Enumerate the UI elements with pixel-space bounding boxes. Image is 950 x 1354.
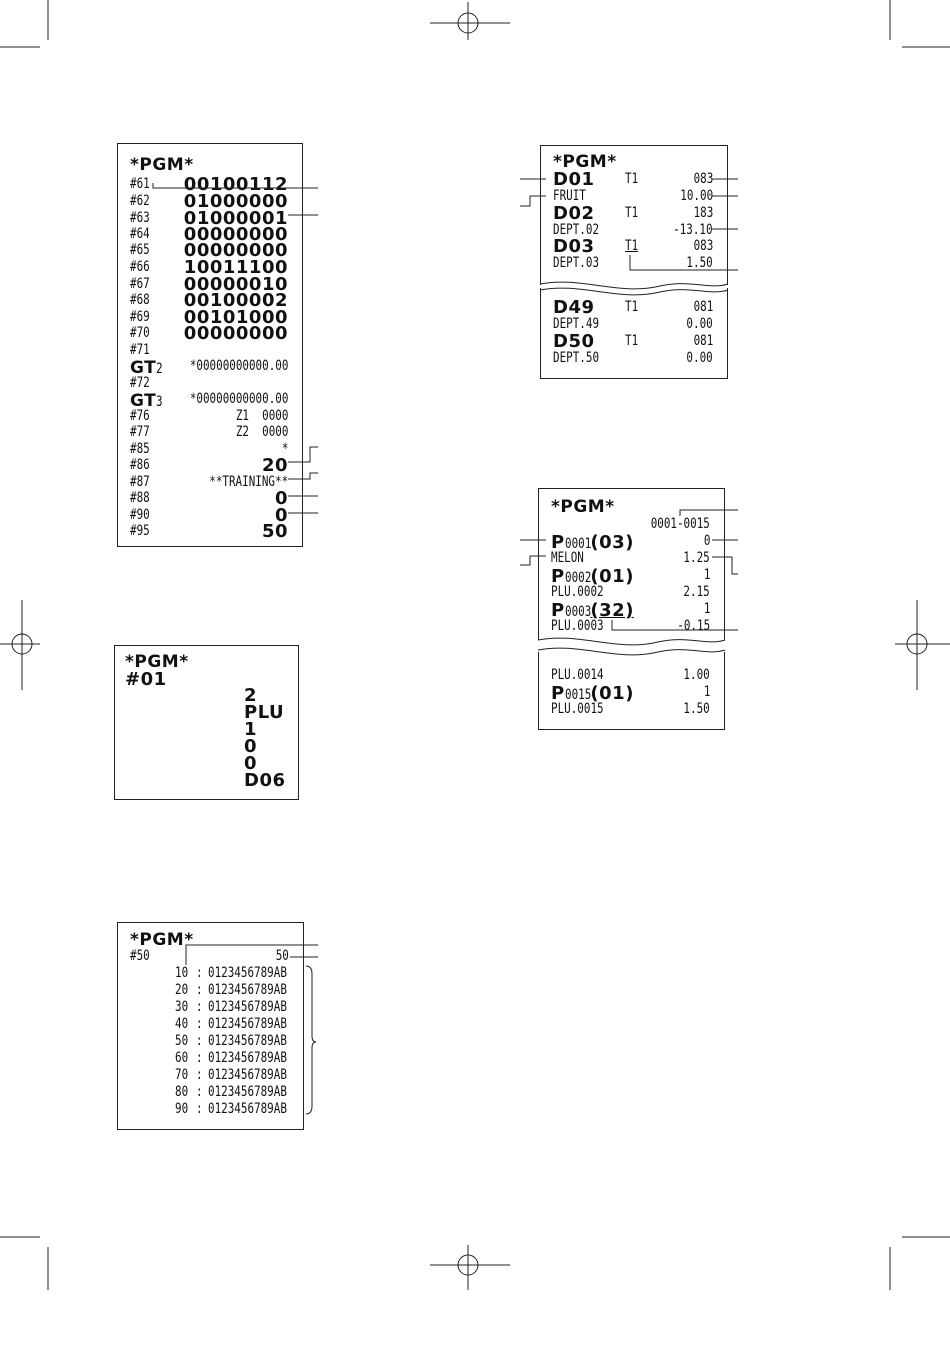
- plu-code: 0015: [564, 687, 592, 703]
- plu-name: MELON: [551, 550, 584, 566]
- tax-status: T1: [625, 238, 639, 254]
- dept-code: D49: [553, 297, 595, 318]
- separator: :: [196, 1084, 203, 1100]
- tax-status: T1: [625, 171, 639, 187]
- receipt-header: *PGM*: [130, 930, 194, 950]
- code-label: #72: [130, 375, 150, 391]
- value: 0: [274, 488, 288, 509]
- value: -0.15: [677, 618, 710, 634]
- dept-name: FRUIT: [553, 188, 586, 204]
- code-label: #69: [130, 309, 150, 325]
- code-suffix: 2: [156, 361, 163, 377]
- value: 183: [693, 205, 713, 221]
- dept-code: D02: [553, 203, 595, 224]
- code-label: GT: [130, 391, 157, 411]
- dept-name: DEPT.49: [553, 316, 600, 332]
- value: **TRAINING**: [209, 474, 288, 490]
- code-label: #90: [130, 507, 150, 523]
- plu-code: 0002: [564, 570, 592, 586]
- code-label: #88: [130, 490, 150, 506]
- separator: :: [196, 982, 203, 998]
- code-label: #71: [130, 342, 150, 358]
- plu-dept: (32): [590, 600, 634, 621]
- value: 00000000: [183, 240, 288, 261]
- value: Z1 0000: [235, 408, 288, 424]
- code-label: #86: [130, 457, 150, 473]
- line-number: 70: [175, 1067, 189, 1083]
- code-label: #50: [130, 948, 150, 964]
- line-number: 30: [175, 999, 189, 1015]
- line-text: 0123456789AB: [208, 999, 287, 1015]
- line-number: 80: [175, 1084, 189, 1100]
- code-label: #65: [130, 242, 150, 258]
- value: 0.00: [686, 350, 713, 366]
- separator: :: [196, 1067, 203, 1083]
- value: 00101000: [183, 307, 288, 328]
- value: 1.00: [683, 667, 710, 683]
- value: 1: [703, 567, 710, 583]
- code-label: #70: [130, 325, 150, 341]
- setting-value: PLU: [244, 702, 285, 723]
- value: 1: [703, 601, 710, 617]
- separator: :: [196, 1033, 203, 1049]
- plu-range: 0001-0015: [650, 516, 710, 532]
- code-label: #01: [125, 669, 167, 690]
- separator: :: [196, 999, 203, 1015]
- value: -13.10: [673, 222, 713, 238]
- value: 1: [703, 684, 710, 700]
- setting-value: 0: [244, 736, 258, 757]
- line-text: 0123456789AB: [208, 1050, 287, 1066]
- dept-code: D03: [553, 236, 595, 257]
- plu-prefix: P: [551, 532, 565, 553]
- setting-value: 2: [244, 685, 258, 706]
- plu-name: PLU.0015: [551, 701, 604, 717]
- code-label: #95: [130, 523, 150, 539]
- line-text: 0123456789AB: [208, 982, 287, 998]
- code-label: #67: [130, 276, 150, 292]
- line-number: 90: [175, 1101, 189, 1117]
- value: 1.50: [686, 255, 713, 271]
- value: 00000010: [183, 274, 288, 295]
- code-label: #63: [130, 210, 150, 226]
- line-text: 0123456789AB: [208, 1067, 287, 1083]
- value: 1.50: [683, 701, 710, 717]
- value: 00100002: [183, 290, 288, 311]
- plu-name: PLU.0002: [551, 584, 604, 600]
- code-label: #77: [130, 424, 150, 440]
- value: 10011100: [183, 257, 288, 278]
- value: 0: [703, 533, 710, 549]
- code-label: #85: [130, 441, 150, 457]
- line-number: 60: [175, 1050, 189, 1066]
- dept-name: DEPT.03: [553, 255, 600, 271]
- value: 083: [693, 171, 713, 187]
- receipt-header: *PGM*: [130, 155, 194, 175]
- line-number: 50: [175, 1033, 189, 1049]
- line-text: 0123456789AB: [208, 1084, 287, 1100]
- value: 081: [693, 333, 713, 349]
- plu-prefix: P: [551, 600, 565, 621]
- value: 00000000: [183, 323, 288, 344]
- plu-code: 0001: [564, 536, 592, 552]
- value: *: [281, 441, 288, 457]
- value: Z2 0000: [235, 424, 288, 440]
- value: 01000001: [183, 208, 288, 229]
- value: *00000000000.00: [189, 391, 288, 407]
- plu-dept: (01): [590, 683, 634, 704]
- value: 00000000: [183, 224, 288, 245]
- code-label: #64: [130, 226, 150, 242]
- value: *00000000000.00: [189, 358, 288, 374]
- line-text: 0123456789AB: [208, 1016, 287, 1032]
- code-label: #62: [130, 193, 150, 209]
- line-number: 40: [175, 1016, 189, 1032]
- line-text: 0123456789AB: [208, 1101, 287, 1117]
- plu-name: PLU.0003: [551, 618, 604, 634]
- value: 1.25: [683, 550, 710, 566]
- plu-name: PLU.0014: [551, 667, 604, 683]
- value: 50: [261, 521, 288, 542]
- value: 2.15: [683, 584, 710, 600]
- tax-status: T1: [625, 299, 639, 315]
- code-label: #66: [130, 259, 150, 275]
- value: 50: [275, 948, 289, 964]
- code-label: #87: [130, 474, 150, 490]
- code-label: #68: [130, 292, 150, 308]
- tax-status: T1: [625, 333, 639, 349]
- setting-value: 0: [244, 753, 258, 774]
- plu-prefix: P: [551, 683, 565, 704]
- separator: :: [196, 965, 203, 981]
- plu-code: 0003: [564, 604, 592, 620]
- separator: :: [196, 1050, 203, 1066]
- plu-prefix: P: [551, 566, 565, 587]
- dept-name: DEPT.50: [553, 350, 600, 366]
- value: 01000000: [183, 191, 288, 212]
- setting-value: D06: [244, 770, 286, 791]
- tax-status: T1: [625, 205, 639, 221]
- code-label: GT: [130, 358, 157, 378]
- value: 081: [693, 299, 713, 315]
- dept-code: D50: [553, 331, 595, 352]
- code-suffix: 3: [156, 394, 163, 410]
- value: 083: [693, 238, 713, 254]
- line-number: 20: [175, 982, 189, 998]
- receipt-header: *PGM*: [125, 652, 189, 672]
- setting-value: 1: [244, 719, 258, 740]
- dept-code: D01: [553, 169, 595, 190]
- line-text: 0123456789AB: [208, 965, 287, 981]
- code-label: #76: [130, 408, 150, 424]
- dept-name: DEPT.02: [553, 222, 600, 238]
- separator: :: [196, 1016, 203, 1032]
- value: 00100112: [183, 174, 288, 195]
- line-number: 10: [175, 965, 189, 981]
- value: 10.00: [680, 188, 713, 204]
- receipt-header: *PGM*: [551, 497, 615, 517]
- plu-dept: (01): [590, 566, 634, 587]
- plu-dept: (03): [590, 532, 634, 553]
- code-label: #61: [130, 176, 150, 192]
- value: 20: [261, 455, 288, 476]
- separator: :: [196, 1101, 203, 1117]
- value: 0.00: [686, 316, 713, 332]
- receipt-header: *PGM*: [553, 152, 617, 172]
- line-text: 0123456789AB: [208, 1033, 287, 1049]
- value: 0: [274, 505, 288, 526]
